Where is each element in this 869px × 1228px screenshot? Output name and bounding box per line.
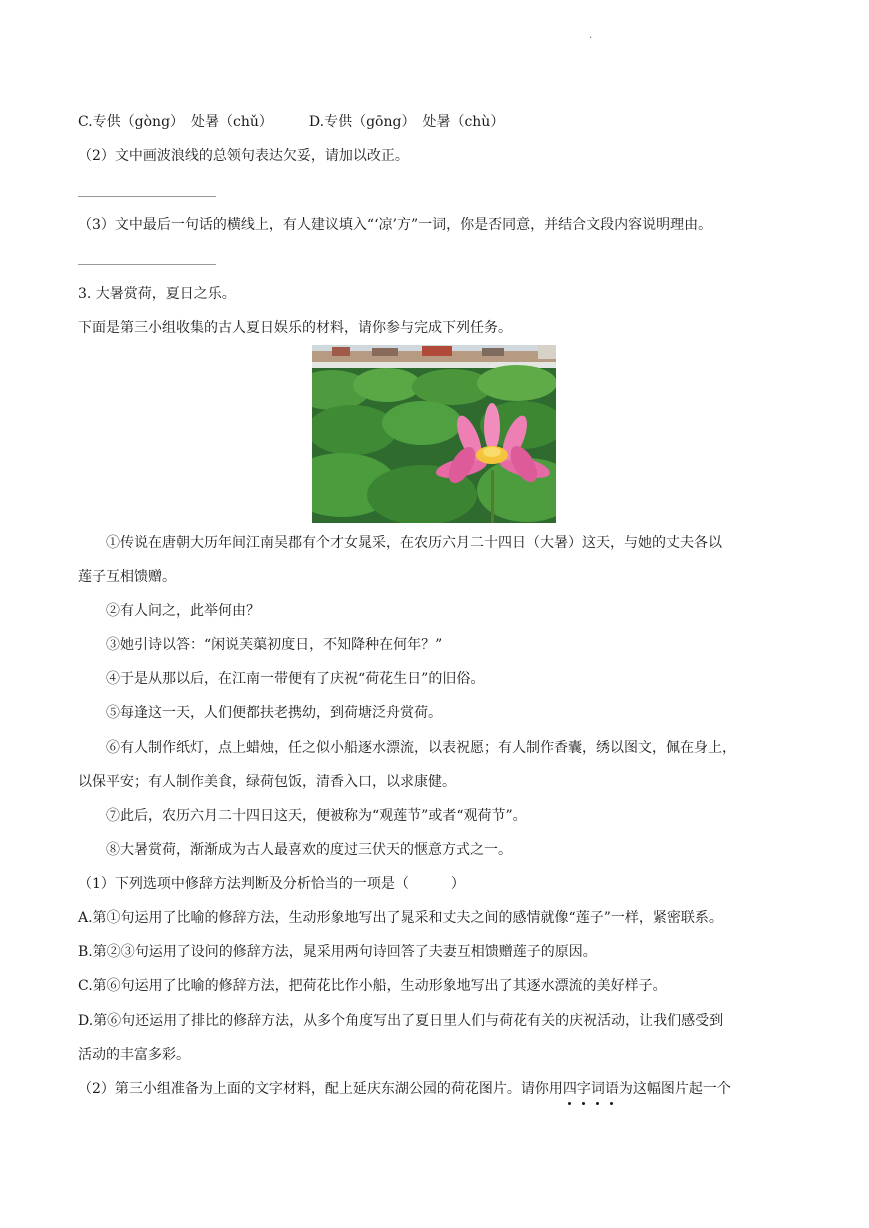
- option-c: C.专供（gòng） 处暑（chǔ）: [78, 114, 273, 130]
- q3-sub2-before: （2）第三小组准备为上面的文字材料，配上延庆东湖公园的荷花图片。请你用: [78, 1081, 563, 1097]
- q3-sub2-question: [78, 1079, 731, 1099]
- option-d-line-2[interactable]: 活动的丰富多彩。: [78, 1047, 190, 1063]
- paragraph-5: ⑤每逢这一天，人们便都扶老携幼，到荷塘泛舟赏荷。: [106, 705, 442, 721]
- lotus-image: [312, 345, 556, 523]
- answer-line-1[interactable]: [78, 196, 216, 197]
- paragraph-3: ③她引诗以答：“闲说芙蕖初度日，不知降种在何年？”: [106, 637, 443, 653]
- paragraph-6-line-1: ⑥有人制作纸灯，点上蜡烛，任之似小船逐水漂流，以表祝愿；有人制作香囊，绣以图文，佩在身上，: [106, 740, 736, 756]
- option-d: D.专供（gōng） 处暑（chù）: [308, 114, 505, 130]
- paragraph-7: ⑦此后，农历六月二十四日这天，便被称为“观莲节”或者“观荷节”。: [106, 808, 527, 824]
- paragraph-1-line-2: 莲子互相馈赠。: [78, 569, 176, 585]
- paragraph-1-line-1: ①传说在唐朝大历年间江南吴郡有个才女晁采，在农历六月二十四日（大暑）这天，与她的丈夫各以: [106, 535, 722, 551]
- q3-title: 3. 大暑赏荷，夏日之乐。: [78, 286, 236, 302]
- answer-line-2[interactable]: [78, 264, 216, 265]
- paragraph-8: ⑧大暑赏荷，渐渐成为古人最喜欢的度过三伏天的惬意方式之一。: [106, 842, 512, 858]
- q2-sub2: （2）文中画波浪线的总领句表达欠妥，请加以改正。: [78, 148, 409, 164]
- paragraph-4: ④于是从那以后，在江南一带便有了庆祝“荷花生日”的旧俗。: [106, 671, 485, 687]
- option-d-line-1[interactable]: D.第⑥句还运用了排比的修辞方法，从多个角度写出了夏日里人们与荷花有关的庆祝活动，让我们感受到: [78, 1013, 724, 1029]
- emph-char-1: 四: [562, 1081, 577, 1097]
- option-c-d-row: [78, 112, 504, 132]
- q3-sub2-after: 为这幅图片起一个: [618, 1081, 731, 1097]
- q3-sub1-question: （1）下列选项中修辞方法判断及分析恰当的一项是（ ）: [78, 876, 465, 892]
- option-a[interactable]: A.第①句运用了比喻的修辞方法，生动形象地写出了晁采和丈夫之间的感情就像“莲子”一样，紧密联系。: [78, 910, 723, 926]
- paragraph-6-line-2: 以保平安；有人制作美食，绿荷包饭，清香入口，以求康健。: [78, 774, 456, 790]
- q2-sub3: （3）文中最后一句话的横线上，有人建议填入“‘凉’方”一词，你是否同意，并结合文段内容说明理由。: [78, 217, 713, 233]
- emph-char-3: 词: [590, 1081, 605, 1097]
- option-c-rhetoric[interactable]: C.第⑥句运用了比喻的修辞方法，把荷花比作小船，生动形象地写出了其逐水漂流的美好样子。: [78, 978, 667, 994]
- emph-char-2: 字: [576, 1081, 591, 1097]
- header-dot: .: [589, 30, 593, 41]
- paragraph-2: ②有人问之，此举何由？: [106, 603, 260, 619]
- emph-char-4: 语: [604, 1081, 619, 1097]
- option-b[interactable]: B.第②③句运用了设问的修辞方法，晁采用两句诗回答了夫妻互相馈赠莲子的原因。: [78, 944, 597, 960]
- q3-intro: 下面是第三小组收集的古人夏日娱乐的材料，请你参与完成下列任务。: [78, 320, 512, 336]
- lotus-photo: [312, 345, 556, 523]
